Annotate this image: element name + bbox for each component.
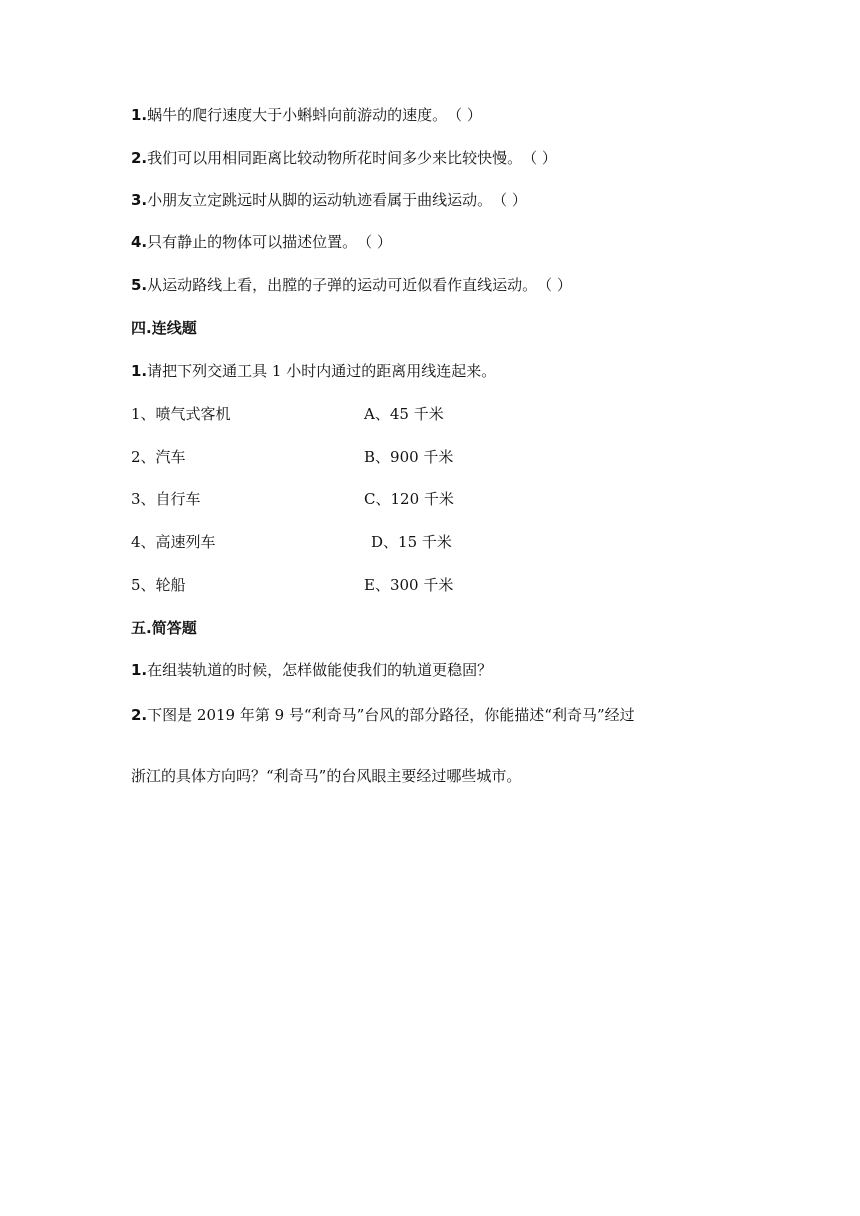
item-number: 5.	[131, 276, 148, 294]
answer-blank: （ ）	[447, 106, 482, 124]
matching-right-a: A、45 千米	[364, 405, 444, 423]
matching-right-c: C、120 千米	[364, 490, 454, 508]
item-number: 4.	[131, 233, 148, 251]
item-number: 1.	[131, 106, 148, 124]
short-answer-question-2	[131, 705, 635, 725]
judgement-item-4	[131, 232, 392, 252]
answer-blank: （ ）	[357, 233, 392, 251]
item-number: 2.	[131, 706, 148, 724]
item-number: 1.	[131, 661, 148, 679]
item-text: 从运动路线上看，出膛的子弹的运动可近似看作直线运动。	[147, 276, 538, 294]
judgement-item-2	[131, 148, 557, 168]
answer-blank: （ ）	[537, 276, 572, 294]
judgement-item-1	[131, 105, 482, 125]
judgement-item-3	[131, 190, 527, 210]
matching-question	[131, 361, 496, 381]
section-heading-matching: 四.连线题	[131, 319, 197, 337]
item-number: 1.	[131, 362, 148, 380]
matching-left-1: 1、喷气式客机	[131, 405, 231, 423]
matching-right-e: E、300 千米	[364, 576, 454, 594]
item-text: 请把下列交通工具 1 小时内通过的距离用线连起来。	[147, 362, 497, 380]
item-text: 下图是 2019 年第 9 号“利奇马”台风的部分路径，你能描述“利奇马”经过	[147, 706, 635, 724]
matching-left-5: 5、轮船	[131, 576, 186, 594]
short-answer-question-2-continued: 浙江的具体方向吗？“利奇马”的台风眼主要经过哪些城市。	[131, 767, 522, 785]
matching-right-b: B、900 千米	[364, 448, 454, 466]
item-number: 2.	[131, 149, 148, 167]
item-text: 小朋友立定跳远时从脚的运动轨迹看属于曲线运动。	[147, 191, 493, 209]
judgement-item-5	[131, 275, 572, 295]
short-answer-question-1	[131, 660, 492, 680]
item-number: 3.	[131, 191, 148, 209]
answer-blank: （ ）	[492, 191, 527, 209]
item-text: 在组装轨道的时候，怎样做能使我们的轨道更稳固？	[147, 661, 493, 679]
matching-left-3: 3、自行车	[131, 490, 201, 508]
answer-blank: （ ）	[522, 149, 557, 167]
item-text: 只有静止的物体可以描述位置。	[147, 233, 358, 251]
section-heading-short-answer: 五.简答题	[131, 619, 197, 637]
matching-left-2: 2、汽车	[131, 448, 186, 466]
matching-left-4: 4、高速列车	[131, 533, 216, 551]
matching-right-d: D、15 千米	[371, 533, 452, 551]
item-text: 蜗牛的爬行速度大于小蝌蚪向前游动的速度。	[147, 106, 448, 124]
item-text: 我们可以用相同距离比较动物所花时间多少来比较快慢。	[147, 149, 523, 167]
